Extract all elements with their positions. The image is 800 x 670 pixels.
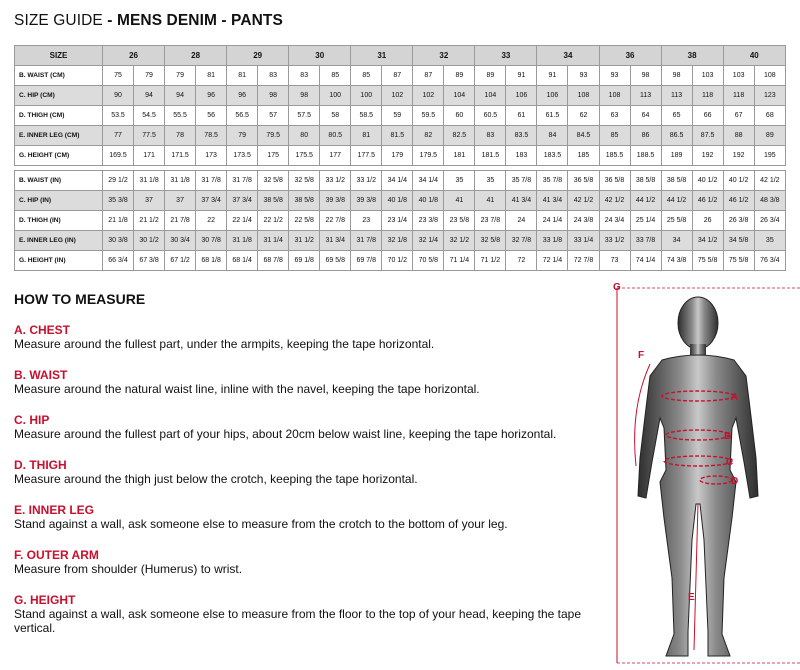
table-cell: 113 [661,86,692,106]
table-cell: 56 [196,106,227,126]
table-cell: 177.5 [351,146,382,166]
table-cell: 84 [537,126,568,146]
table-cell: 41 [475,191,506,211]
table-cell: 192 [723,146,754,166]
table-cell: 53.5 [103,106,134,126]
table-cell: 40 1/2 [723,171,754,191]
table-cell: 26 [692,211,723,231]
table-cell: 33 1/2 [351,171,382,191]
table-cell: 85 [351,66,382,86]
table-cell: 25 1/4 [630,211,661,231]
table-cell: 73 [599,251,630,271]
table-cell: 33 1/2 [320,171,351,191]
measure-description: Stand against a wall, ask someone else to measure from the floor to the top of your head, keeping the tape vertical. [14,607,582,635]
table-cell: 68 7/8 [258,251,289,271]
table-cell: 102 [413,86,444,106]
table-cell: 66 [692,106,723,126]
table-cell: 82 [413,126,444,146]
table-cell: 76 3/4 [754,251,785,271]
table-cell: 173.5 [227,146,258,166]
measure-heading: E. INNER LEG [14,503,95,517]
table-cell: 72 1/4 [537,251,568,271]
table-cell: 36 5/8 [599,171,630,191]
table-cell: 86.5 [661,126,692,146]
table-cell: 32 5/8 [289,171,320,191]
table-cell: 37 3/4 [227,191,258,211]
table-cell: 35 [475,171,506,191]
table-cell: 23 1/4 [382,211,413,231]
row-label: D. THIGH (CM) [15,106,103,126]
label-f: F [638,350,645,361]
measure-description: Measure around the natural waist line, inline with the navel, keeping the tape horizontal. [14,382,480,396]
table-cell: 35 [754,231,785,251]
table-cell: 74 3/8 [661,251,692,271]
table-cell: 57 [258,106,289,126]
table-cell: 58 [320,106,351,126]
table-cell: 39 3/8 [351,191,382,211]
measure-description: Measure around the fullest part of your hips, about 20cm below waist line, keeping the tape horizontal. [14,427,557,441]
table-cell: 100 [320,86,351,106]
table-cell: 69 1/8 [289,251,320,271]
size-column-header: 28 [165,46,227,66]
size-column-header: 33 [475,46,537,66]
table-cell: 113 [630,86,661,106]
table-cell: 98 [258,86,289,106]
table-row [15,231,786,251]
table-cell: 108 [599,86,630,106]
table-cell: 61.5 [537,106,568,126]
measure-heading: C. HIP [14,413,50,427]
table-cell: 118 [723,86,754,106]
table-cell: 72 [506,251,537,271]
table-row [15,191,786,211]
table-cell: 79.5 [258,126,289,146]
table-cell: 74 1/4 [630,251,661,271]
table-cell: 96 [196,86,227,106]
table-cell: 31 7/8 [227,171,258,191]
table-cell: 68 [754,106,785,126]
size-column-header: 36 [599,46,661,66]
table-cell: 67 [723,106,754,126]
row-label: B. WAIST (CM) [15,66,103,86]
measure-item [14,593,594,638]
table-cell: 25 5/8 [661,211,692,231]
table-cell: 89 [444,66,475,86]
table-cell: 36 5/8 [568,171,599,191]
measure-description: Stand against a wall, ask someone else to measure from the crotch to the bottom of your leg. [14,517,508,531]
table-cell: 82.5 [444,126,475,146]
table-cell: 71 1/2 [475,251,506,271]
table-cell: 38 5/8 [258,191,289,211]
table-cell: 21 1/8 [103,211,134,231]
table-cell: 78.5 [196,126,227,146]
measure-item [14,503,594,548]
size-column-header: 38 [661,46,723,66]
table-cell: 108 [568,86,599,106]
measure-heading: F. OUTER ARM [14,548,99,562]
table-cell: 26 3/4 [754,211,785,231]
body-figure-svg [600,278,800,670]
table-cell: 93 [599,66,630,86]
size-header-label: SIZE [15,46,103,66]
table-cell: 183.5 [537,146,568,166]
measure-item [14,323,594,368]
table-cell: 61 [506,106,537,126]
table-cell: 87 [382,66,413,86]
table-cell: 44 1/2 [661,191,692,211]
table-cell: 41 [444,191,475,211]
table-cell: 56.5 [227,106,258,126]
table-cell: 69 5/8 [320,251,351,271]
table-cell: 31 1/8 [227,231,258,251]
table-cell: 173 [196,146,227,166]
table-cell: 106 [537,86,568,106]
table-cell: 23 [351,211,382,231]
table-cell: 80.5 [320,126,351,146]
table-cell: 75 [103,66,134,86]
label-g: G [613,282,621,293]
title-prefix: SIZE GUIDE [14,12,103,29]
table-cell: 33 1/4 [568,231,599,251]
size-header-row [15,46,786,66]
table-cell: 175.5 [289,146,320,166]
table-cell: 37 [165,191,196,211]
table-cell: 89 [754,126,785,146]
row-label: E. INNER LEG (IN) [15,231,103,251]
table-cell: 83 [258,66,289,86]
table-cell: 81 [351,126,382,146]
table-cell: 24 [506,211,537,231]
measure-heading: G. HEIGHT [14,593,76,607]
table-cell: 42 1/2 [754,171,785,191]
table-cell: 60 [444,106,475,126]
table-cell: 94 [134,86,165,106]
table-cell: 89 [475,66,506,86]
table-cell: 30 3/4 [165,231,196,251]
table-cell: 91 [506,66,537,86]
table-cell: 32 1/2 [444,231,475,251]
table-cell: 123 [754,86,785,106]
table-cell: 32 1/8 [382,231,413,251]
size-column-header: 40 [723,46,785,66]
table-cell: 79 [227,126,258,146]
table-cell: 81.5 [382,126,413,146]
table-cell: 30 3/8 [103,231,134,251]
table-cell: 185.5 [599,146,630,166]
measure-item [14,458,594,503]
table-cell: 94 [165,86,196,106]
table-cell: 71 1/4 [444,251,475,271]
table-cell: 21 1/2 [134,211,165,231]
how-to-measure-title: HOW TO MEASURE [14,291,146,307]
row-label: E. INNER LEG (CM) [15,126,103,146]
table-cell: 104 [475,86,506,106]
table-cell: 34 5/8 [723,231,754,251]
table-cell: 59 [382,106,413,126]
table-cell: 171.5 [165,146,196,166]
table-cell: 70 5/8 [413,251,444,271]
table-cell: 41 3/4 [506,191,537,211]
table-cell: 42 1/2 [568,191,599,211]
table-cell: 103 [723,66,754,86]
table-cell: 22 7/8 [320,211,351,231]
table-cell: 86 [630,126,661,146]
table-cell: 188.5 [630,146,661,166]
inner-leg-line [694,504,698,650]
table-cell: 57.5 [289,106,320,126]
table-cell: 31 1/8 [165,171,196,191]
page-title [14,12,283,30]
table-cell: 87.5 [692,126,723,146]
table-cell: 91 [537,66,568,86]
table-cell: 38 5/8 [630,171,661,191]
table-cell: 46 1/2 [723,191,754,211]
table-cell: 24 3/4 [599,211,630,231]
table-cell: 179.5 [413,146,444,166]
table-row [15,251,786,271]
measure-description: Measure from shoulder (Humerus) to wrist. [14,562,243,576]
table-cell: 23 5/8 [444,211,475,231]
table-cell: 87 [413,66,444,86]
table-cell: 189 [661,146,692,166]
table-cell: 64 [630,106,661,126]
table-cell: 79 [134,66,165,86]
table-row [15,211,786,231]
table-cell: 29 1/2 [103,171,134,191]
table-cell: 93 [568,66,599,86]
size-table-body [15,66,786,271]
table-cell: 35 [444,171,475,191]
table-cell: 40 1/2 [692,171,723,191]
table-cell: 181 [444,146,475,166]
table-cell: 33 1/2 [599,231,630,251]
measure-list [14,323,594,638]
table-cell: 37 [134,191,165,211]
table-cell: 68 1/4 [227,251,258,271]
table-cell: 78 [165,126,196,146]
table-cell: 65 [661,106,692,126]
row-label: C. HIP (CM) [15,86,103,106]
table-cell: 104 [444,86,475,106]
table-cell: 72 7/8 [568,251,599,271]
table-cell: 32 5/8 [475,231,506,251]
table-cell: 30 1/2 [134,231,165,251]
table-cell: 44 1/2 [630,191,661,211]
size-column-header: 32 [413,46,475,66]
table-cell: 67 3/8 [134,251,165,271]
size-table [14,45,786,271]
table-row [15,146,786,166]
measure-item [14,548,594,593]
table-cell: 55.5 [165,106,196,126]
label-b: B [724,431,732,442]
table-cell: 83.5 [506,126,537,146]
measure-heading: B. WAIST [14,368,68,382]
size-column-header: 29 [227,46,289,66]
label-c: C [726,457,734,468]
measure-item [14,413,594,458]
table-cell: 169.5 [103,146,134,166]
size-column-header: 30 [289,46,351,66]
table-cell: 58.5 [351,106,382,126]
table-cell: 69 7/8 [351,251,382,271]
table-cell: 33 1/8 [537,231,568,251]
measure-description: Measure around the fullest part, under the armpits, keeping the tape horizontal. [14,337,435,351]
table-cell: 39 3/8 [320,191,351,211]
row-label: B. WAIST (IN) [15,171,103,191]
table-cell: 108 [754,66,785,86]
measure-description: Measure around the thigh just below the crotch, keeping the tape horizontal. [14,472,418,486]
table-row [15,171,786,191]
table-cell: 33 7/8 [630,231,661,251]
table-cell: 81 [196,66,227,86]
size-column-header: 26 [103,46,165,66]
row-label: G. HEIGHT (CM) [15,146,103,166]
table-cell: 46 1/2 [692,191,723,211]
table-cell: 30 7/8 [196,231,227,251]
row-label: C. HIP (IN) [15,191,103,211]
table-cell: 41 3/4 [537,191,568,211]
measure-heading: D. THIGH [14,458,67,472]
table-cell: 179 [382,146,413,166]
table-cell: 38 5/8 [661,171,692,191]
table-cell: 38 5/8 [289,191,320,211]
table-cell: 42 1/2 [599,191,630,211]
table-cell: 183 [506,146,537,166]
size-column-header: 34 [537,46,599,66]
table-cell: 88 [723,126,754,146]
table-cell: 22 [196,211,227,231]
row-label: D. THIGH (IN) [15,211,103,231]
table-cell: 31 7/8 [196,171,227,191]
row-label: G. HEIGHT (IN) [15,251,103,271]
table-cell: 79 [165,66,196,86]
table-cell: 75 5/8 [692,251,723,271]
table-cell: 118 [692,86,723,106]
table-cell: 67 1/2 [165,251,196,271]
table-cell: 34 1/4 [413,171,444,191]
table-cell: 21 7/8 [165,211,196,231]
table-cell: 40 1/8 [382,191,413,211]
table-cell: 22 1/2 [258,211,289,231]
table-cell: 98 [630,66,661,86]
table-cell: 34 1/2 [692,231,723,251]
table-cell: 32 1/4 [413,231,444,251]
label-a: A [731,392,739,403]
table-cell: 31 1/2 [289,231,320,251]
table-cell: 62 [568,106,599,126]
table-cell: 26 3/8 [723,211,754,231]
size-column-header: 31 [351,46,413,66]
table-cell: 83 [475,126,506,146]
table-cell: 106 [506,86,537,106]
table-cell: 40 1/8 [413,191,444,211]
table-cell: 80 [289,126,320,146]
table-cell: 31 7/8 [351,231,382,251]
table-row [15,126,786,146]
table-cell: 185 [568,146,599,166]
table-cell: 34 [661,231,692,251]
table-cell: 32 7/8 [506,231,537,251]
table-cell: 24 3/8 [568,211,599,231]
table-cell: 70 1/2 [382,251,413,271]
table-cell: 63 [599,106,630,126]
table-cell: 54.5 [134,106,165,126]
table-cell: 59.5 [413,106,444,126]
table-cell: 177 [320,146,351,166]
table-cell: 23 3/8 [413,211,444,231]
table-cell: 77 [103,126,134,146]
table-row [15,106,786,126]
table-cell: 90 [103,86,134,106]
title-main: - MENS DENIM - PANTS [107,12,283,29]
table-cell: 60.5 [475,106,506,126]
table-cell: 22 1/4 [227,211,258,231]
measure-item [14,368,594,413]
table-cell: 24 1/4 [537,211,568,231]
table-row [15,66,786,86]
table-cell: 84.5 [568,126,599,146]
label-e: E [688,592,695,603]
table-cell: 31 3/4 [320,231,351,251]
table-cell: 192 [692,146,723,166]
table-cell: 195 [754,146,785,166]
table-cell: 31 1/8 [134,171,165,191]
table-cell: 181.5 [475,146,506,166]
table-cell: 37 3/4 [196,191,227,211]
table-cell: 171 [134,146,165,166]
table-cell: 35 7/8 [506,171,537,191]
table-cell: 102 [382,86,413,106]
table-cell: 98 [289,86,320,106]
table-cell: 48 3/8 [754,191,785,211]
table-cell: 83 [289,66,320,86]
table-cell: 22 5/8 [289,211,320,231]
table-cell: 35 7/8 [537,171,568,191]
table-cell: 98 [661,66,692,86]
table-cell: 81 [227,66,258,86]
table-cell: 175 [258,146,289,166]
table-cell: 66 3/4 [103,251,134,271]
body-silhouette [638,297,758,656]
measure-heading: A. CHEST [14,323,71,337]
table-cell: 31 1/4 [258,231,289,251]
body-measurement-figure [600,278,800,670]
label-d: D [731,476,739,487]
table-cell: 23 7/8 [475,211,506,231]
table-cell: 85 [599,126,630,146]
table-cell: 68 1/8 [196,251,227,271]
table-cell: 103 [692,66,723,86]
table-cell: 35 3/8 [103,191,134,211]
table-cell: 96 [227,86,258,106]
table-cell: 75 5/8 [723,251,754,271]
table-cell: 85 [320,66,351,86]
table-cell: 34 1/4 [382,171,413,191]
table-cell: 77.5 [134,126,165,146]
table-cell: 32 5/8 [258,171,289,191]
table-cell: 100 [351,86,382,106]
table-row [15,86,786,106]
